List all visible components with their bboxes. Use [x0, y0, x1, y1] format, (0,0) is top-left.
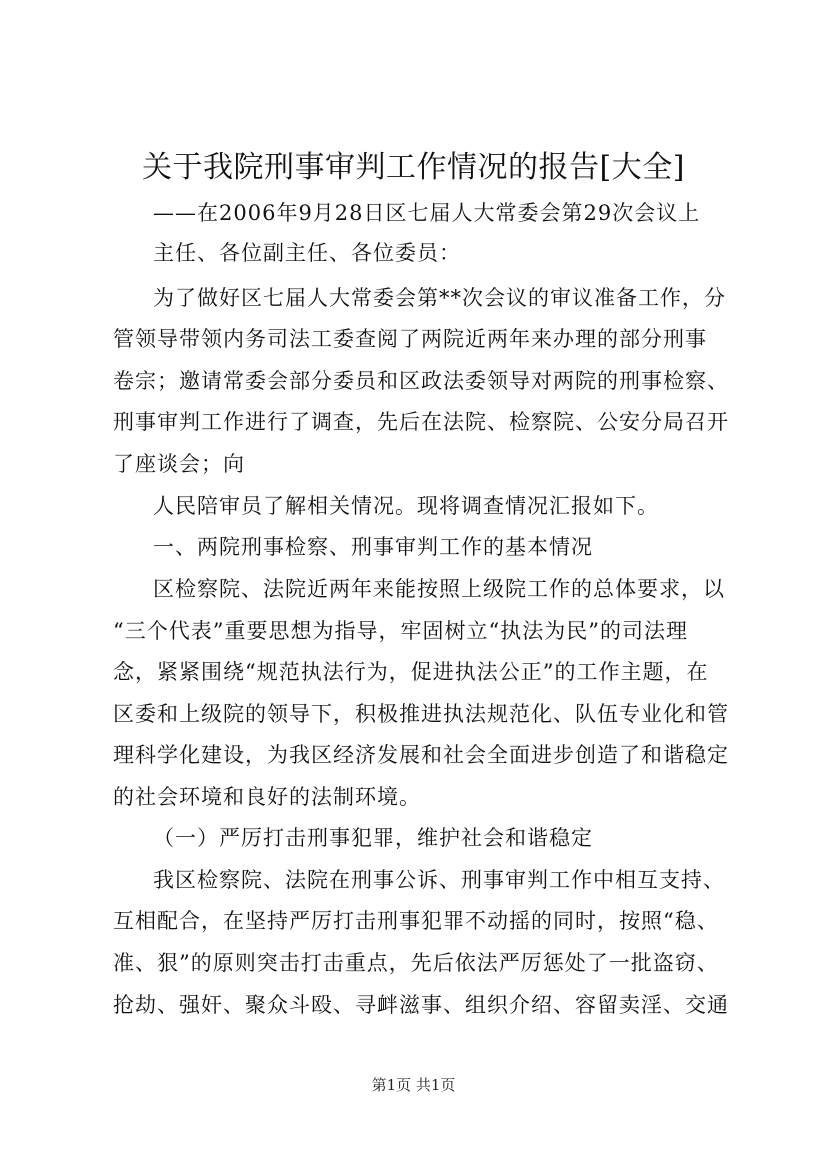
paragraph-line: 管领导带领内务司法工委查阅了两院近两年来办理的部分刑事 — [113, 327, 707, 351]
paragraph-line: 准、狠”的原则突击打击重点，先后依法严厉惩处了一批盗窃、 — [113, 951, 719, 975]
document-title: 关于我院刑事审判工作情况的报告[大全] — [142, 150, 685, 185]
paragraph-line: 区检察院、法院近两年来能按照上级院工作的总体要求，以 — [153, 577, 725, 601]
salutation-line: 主任、各位副主任、各位委员： — [153, 241, 461, 265]
paragraph-line: “三个代表”重要思想为指导，牢固树立“执法为民”的司法理 — [113, 619, 688, 643]
paragraph-line: 抢劫、强奸、聚众斗殴、寻衅滋事、组织介绍、容留卖淫、交通 — [113, 993, 729, 1017]
paragraph-line: 互相配合，在坚持严厉打击刑事犯罪不动摇的同时，按照“稳、 — [113, 909, 719, 933]
paragraph-line: 为了做好区七届人大常委会第**次会议的审议准备工作，分 — [153, 286, 726, 310]
page-footer: 第1页 共1页 — [371, 1076, 456, 1094]
paragraph-line: 理科学化建设，为我区经济发展和社会全面进步创造了和谐稳定 — [113, 743, 729, 767]
paragraph-line: 念，紧紧围绕“规范执法行为，促进执法公正”的工作主题，在 — [113, 660, 709, 684]
subsection-heading: （一）严厉打击刑事犯罪，维护社会和谐稳定 — [153, 826, 593, 850]
paragraph-line: 人民陪审员了解相关情况。现将调查情况汇报如下。 — [153, 494, 659, 518]
paragraph-line: 刑事审判工作进行了调查，先后在法院、检察院、公安分局召开 — [113, 410, 729, 434]
subtitle-line: ——在2006年9月28日区七届人大常委会第29次会议上 — [153, 201, 701, 225]
paragraph-line: 了座谈会；向 — [113, 452, 245, 476]
paragraph-line: 我区检察院、法院在刑事公诉、刑事审判工作中相互支持、 — [153, 868, 725, 892]
paragraph-line: 的社会环境和良好的法制环境。 — [113, 785, 421, 809]
section-heading: 一、两院刑事检察、刑事审判工作的基本情况 — [153, 535, 593, 559]
paragraph-line: 区委和上级院的领导下，积极推进执法规范化、队伍专业化和管 — [113, 702, 729, 726]
paragraph-line: 卷宗；邀请常委会部分委员和区政法委领导对两院的刑事检察、 — [113, 369, 729, 393]
